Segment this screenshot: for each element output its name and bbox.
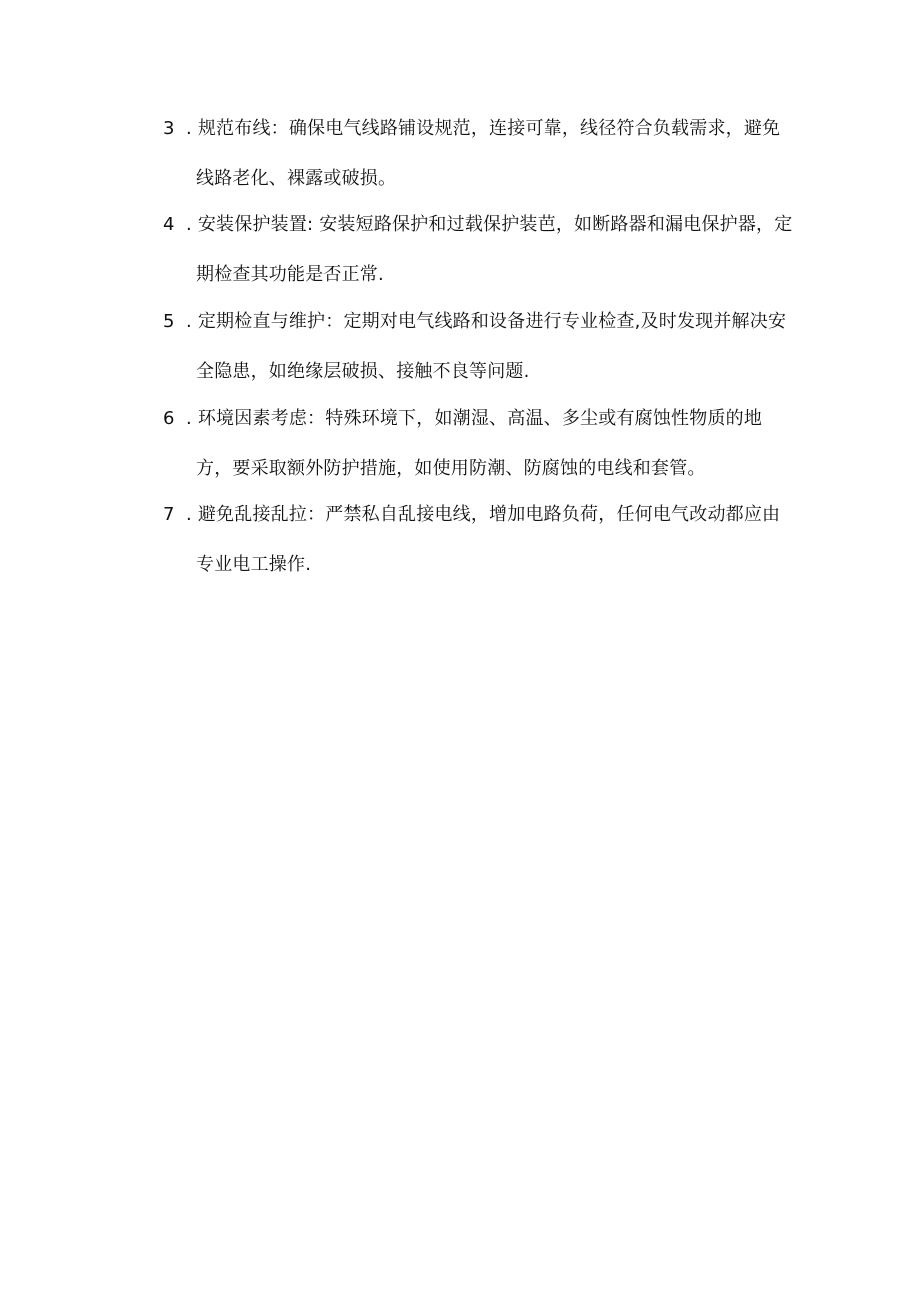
item-text-line-2: 线路老化、裸露或破损。 — [196, 168, 397, 189]
item-number: 4 — [163, 214, 175, 235]
item-text-line-2: 专业电工操作. — [196, 554, 312, 575]
item-number: 5 — [163, 311, 175, 332]
item-text-line-1: . 规范布线：确保电气线路铺设规范，连接可靠，线径符合负载需求，避免 — [186, 118, 781, 139]
item-text-line-2: 方，要采取额外防护措施，如使用防潮、防腐蚀的电线和套管。 — [196, 458, 706, 479]
item-number: 6 — [163, 408, 175, 429]
item-number: 7 — [163, 504, 175, 525]
item-text-line-2: 全隐患，如绝缘层破损、接触不良等问题. — [196, 361, 530, 382]
item-text-line-2: 期检查其功能是否正常. — [196, 264, 384, 285]
item-text-line-1: . 定期检直与维护：定期对电气线路和设备进行专业检查,及时发现并解决安 — [186, 311, 787, 332]
item-text-line-1: . 安装保护装置: 安装短路保护和过载保护装芭，如断路器和漏电保护器，定 — [186, 214, 793, 235]
item-text-line-1: . 避免乱接乱拉：严禁私自乱接电线，增加电路负荷，任何电气改动都应由 — [186, 504, 781, 525]
item-text-line-1: . 环境因素考虑：特殊环境下，如潮湿、高温、多尘或有腐蚀性物质的地 — [186, 408, 763, 429]
item-number: 3 — [163, 118, 175, 139]
